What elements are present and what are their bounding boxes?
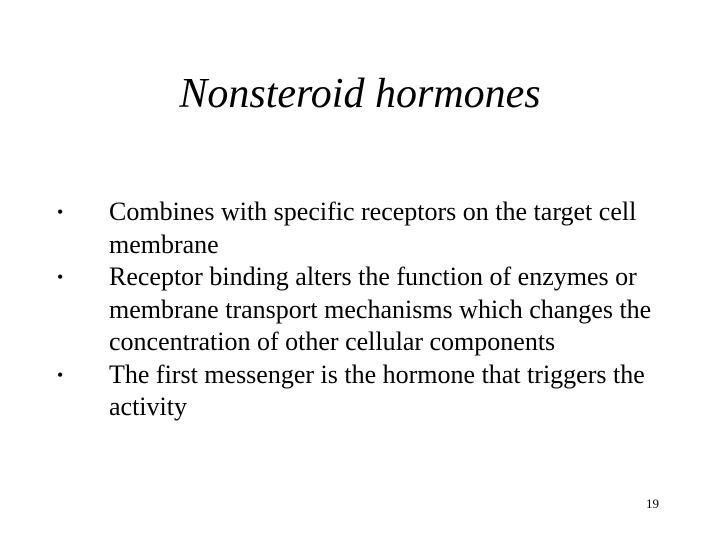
bullet-item <box>0 261 654 359</box>
bullet-item <box>0 359 654 424</box>
slide-title: Nonsteroid hormones <box>179 71 541 117</box>
bullet-text: Combines with specific receptors on the target cell membrane <box>109 197 637 259</box>
bullet-marker: • <box>57 364 64 385</box>
bullet-text: The first messenger is the hormone that triggers the activity <box>109 359 645 421</box>
bullet-list <box>0 196 720 424</box>
page-number: 19 <box>646 496 659 511</box>
bullet-marker: • <box>57 202 64 222</box>
bullet-item <box>0 196 654 261</box>
bullet-marker: • <box>57 267 64 287</box>
bullet-text: Receptor binding alters the function of enzymes or membrane transport mechanisms which changes the concentration of other cellular components <box>109 262 652 356</box>
